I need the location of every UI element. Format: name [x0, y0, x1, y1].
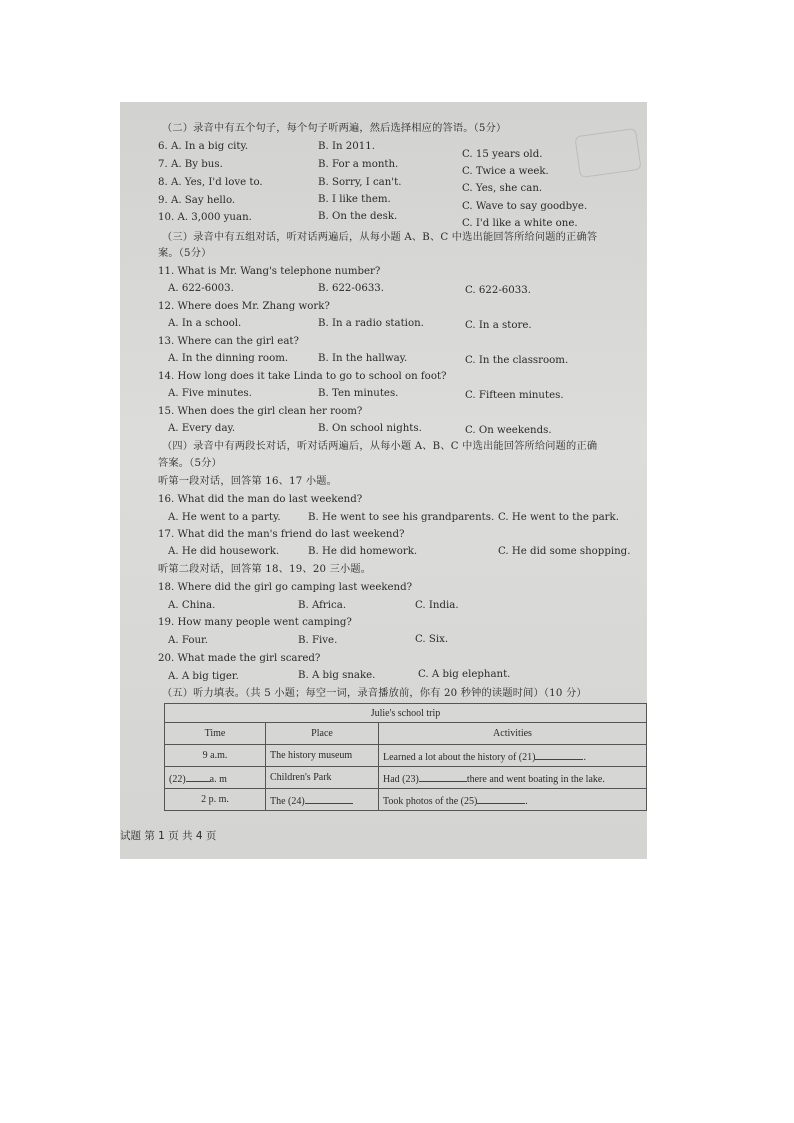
- q7-option-c: C. Twice a week.: [462, 166, 549, 177]
- dialog-1-instruction: 听第一段对话，回答第 16、17 小题。: [158, 476, 338, 487]
- school-trip-table: [164, 703, 647, 811]
- q7-option-a: 7. A. By bus.: [158, 159, 223, 170]
- q18-option-a: A. China.: [168, 600, 216, 611]
- blank-21[interactable]: [535, 749, 583, 760]
- q16-option-c: C. He went to the park.: [498, 512, 619, 523]
- section-3-heading-line1: （三）录音中有五组对话，听对话两遍后，从每小题 A、B、C 中选出能回答所给问题的正确答: [162, 232, 598, 243]
- faint-stamp-mark: [574, 128, 641, 178]
- q9-option-b: B. I like them.: [318, 194, 391, 205]
- q11-option-b: B. 622-0633.: [318, 283, 385, 294]
- row3-activity-prefix: Took photos of the (25): [383, 795, 478, 807]
- q11-option-c: C. 622-6033.: [465, 285, 531, 296]
- q20-option-a: A. A big tiger.: [168, 671, 239, 682]
- row3-activity: [379, 789, 647, 811]
- q19-question: 19. How many people went camping?: [158, 617, 352, 628]
- q18-option-b: B. Africa.: [298, 600, 347, 611]
- exam-page-photo: [120, 102, 647, 859]
- page-footer: 试题 第 1 页 共 4 页: [120, 830, 217, 842]
- q14-option-a: A. Five minutes.: [168, 388, 252, 399]
- dialog-2-instruction: 听第二段对话，回答第 18、19、20 三小题。: [158, 564, 372, 575]
- q7-option-b: B. For a month.: [318, 159, 399, 170]
- q9-option-c: C. Wave to say goodbye.: [462, 201, 588, 212]
- q19-option-c: C. Six.: [415, 634, 449, 645]
- q16-question: 16. What did the man do last weekend?: [158, 494, 363, 505]
- header-activities: Activities: [379, 723, 647, 745]
- blank-25[interactable]: [477, 793, 525, 804]
- header-time: Time: [165, 723, 266, 745]
- row2-time: [165, 767, 266, 789]
- row1-activity-text: Learned a lot about the history of (21): [383, 751, 536, 763]
- q14-option-c: C. Fifteen minutes.: [465, 390, 564, 401]
- table-row: [165, 745, 647, 767]
- q20-option-c: C. A big elephant.: [418, 669, 511, 680]
- row2-activity-prefix: Had (23): [383, 773, 419, 785]
- q12-option-c: C. In a store.: [465, 320, 532, 331]
- row3-place: [266, 789, 379, 811]
- section-5-heading: （五）听力填表。（共 5 小题；每空一词，录音播放前，你有 20 秒钟的读题时间）（10 分）: [162, 688, 587, 699]
- q20-option-b: B. A big snake.: [298, 670, 376, 681]
- q15-option-b: B. On school nights.: [318, 423, 422, 434]
- q15-question: 15. When does the girl clean her room?: [158, 406, 363, 417]
- q19-option-a: A. Four.: [168, 635, 209, 646]
- row3-place-prefix: The (24): [270, 795, 305, 807]
- q13-option-b: B. In the hallway.: [318, 353, 408, 364]
- table-row: [165, 767, 647, 789]
- row1-place: The history museum: [266, 745, 379, 767]
- q15-option-c: C. On weekends.: [465, 425, 552, 436]
- q18-option-c: C. India.: [415, 600, 459, 611]
- q17-option-a: A. He did housework.: [168, 546, 280, 557]
- row1-activity: [379, 745, 647, 767]
- q19-option-b: B. Five.: [298, 635, 338, 646]
- row3-activity-end: .: [525, 795, 528, 807]
- q13-option-a: A. In the dinning room.: [168, 353, 289, 364]
- q13-option-c: C. In the classroom.: [465, 355, 569, 366]
- q12-option-a: A. In a school.: [168, 318, 242, 329]
- q8-option-b: B. Sorry, I can't.: [318, 177, 402, 188]
- row3-time: 2 p. m.: [165, 789, 266, 811]
- row1-activity-end: .: [583, 751, 586, 763]
- q14-option-b: B. Ten minutes.: [318, 388, 399, 399]
- q6-option-a: 6. A. In a big city.: [158, 141, 249, 152]
- blank-23[interactable]: [419, 771, 467, 782]
- q8-option-a: 8. A. Yes, I'd love to.: [158, 177, 263, 188]
- q12-question: 12. Where does Mr. Zhang work?: [158, 301, 330, 312]
- q14-question: 14. How long does it take Linda to go to school on foot?: [158, 371, 447, 382]
- blank-24[interactable]: [305, 793, 353, 804]
- q9-option-a: 9. A. Say hello.: [158, 195, 236, 206]
- q6-option-b: B. In 2011.: [318, 141, 375, 152]
- q10-option-c: C. I'd like a white one.: [462, 218, 578, 229]
- row2-place: Children's Park: [266, 767, 379, 789]
- q11-option-a: A. 622-6003.: [168, 283, 234, 294]
- section-4-heading-line2: 答案。（5分）: [158, 458, 222, 469]
- q17-question: 17. What did the man's friend do last weekend?: [158, 529, 405, 540]
- q13-question: 13. Where can the girl eat?: [158, 336, 299, 347]
- row1-time: 9 a.m.: [165, 745, 266, 767]
- row2-time-prefix: (22): [169, 773, 186, 785]
- q16-option-b: B. He went to see his grandparents.: [308, 512, 495, 523]
- q15-option-a: A. Every day.: [168, 423, 236, 434]
- section-3-heading-line2: 案。（5分）: [158, 248, 212, 259]
- q16-option-a: A. He went to a party.: [168, 512, 281, 523]
- section-4-heading-line1: （四）录音中有两段长对话，听对话两遍后，从每小题 A、B、C 中选出能回答所给问题的正确: [162, 441, 598, 452]
- q12-option-b: B. In a radio station.: [318, 318, 424, 329]
- row2-activity: [379, 767, 647, 789]
- q17-option-b: B. He did homework.: [308, 546, 418, 557]
- q18-question: 18. Where did the girl go camping last weekend?: [158, 582, 413, 593]
- q11-question: 11. What is Mr. Wang's telephone number?: [158, 266, 381, 277]
- blank-22[interactable]: [186, 771, 210, 782]
- q6-option-c: C. 15 years old.: [462, 149, 543, 160]
- section-2-heading: （二）录音中有五个句子，每个句子听两遍，然后选择相应的答语。（5分）: [162, 123, 507, 134]
- header-place: Place: [266, 723, 379, 745]
- q17-option-c: C. He did some shopping.: [498, 546, 631, 557]
- row2-time-suffix: a. m: [209, 773, 227, 785]
- table-caption: Julie's school trip: [165, 704, 647, 723]
- q20-question: 20. What made the girl scared?: [158, 653, 321, 664]
- q10-option-a: 10. A. 3,000 yuan.: [158, 212, 252, 223]
- row2-activity-suffix: there and went boating in the lake.: [466, 773, 605, 785]
- q8-option-c: C. Yes, she can.: [462, 183, 543, 194]
- table-row: [165, 789, 647, 811]
- q10-option-b: B. On the desk.: [318, 211, 398, 222]
